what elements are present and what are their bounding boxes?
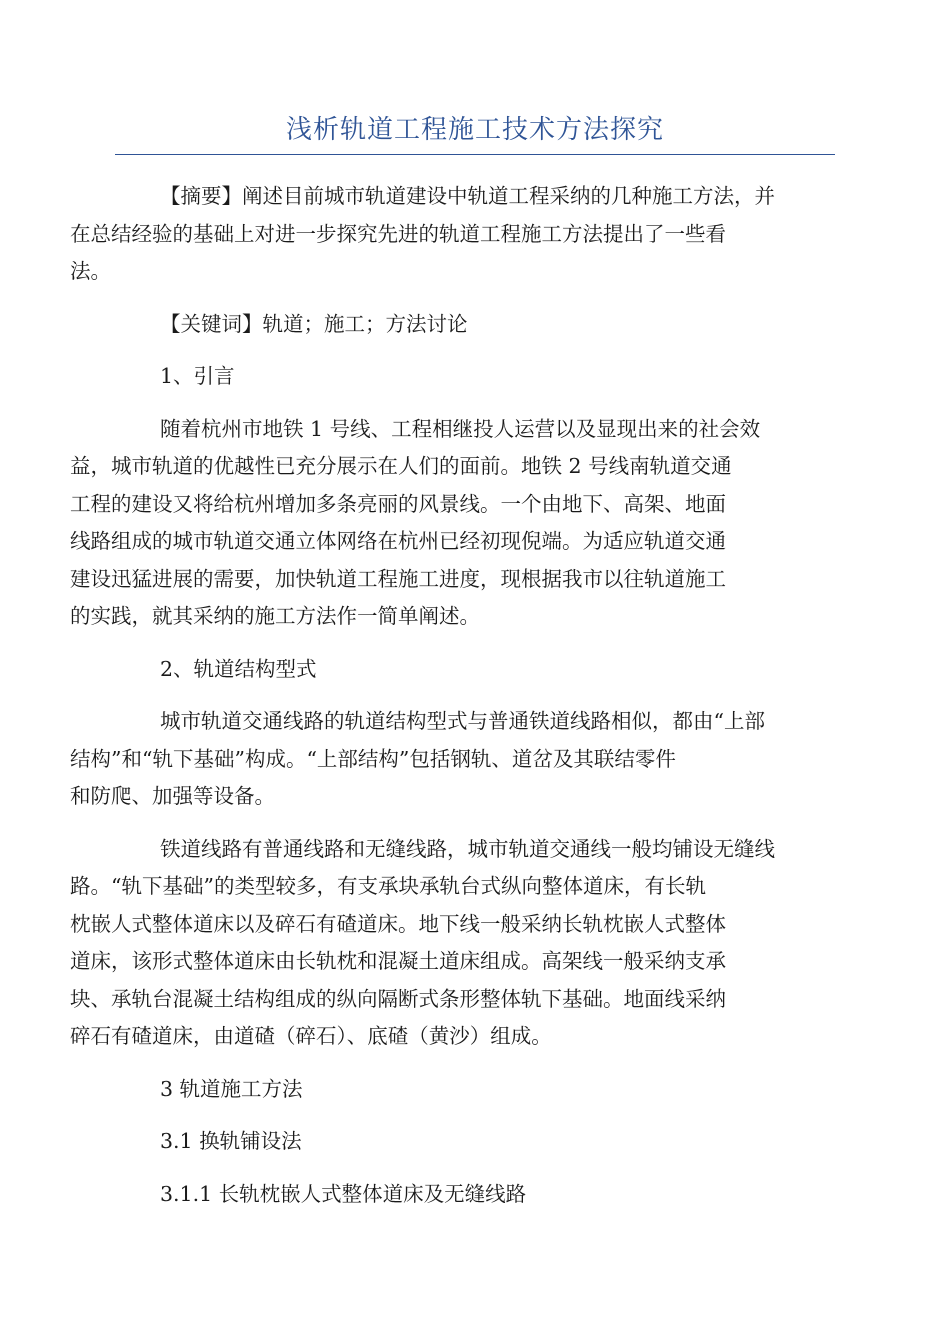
text-line: 的实践，就其采纳的施工方法作一简单阐述。 <box>70 604 480 628</box>
text-line: 铁道线路有普通线路和无缝线路，城市轨道交通线一般均铺设无缝线 <box>160 836 775 861</box>
document-title: 浅析轨道工程施工技术方法探究 <box>285 115 664 145</box>
section-heading-introduction: 1、引言 <box>160 364 235 388</box>
keywords-paragraph <box>115 306 835 344</box>
text-line: 结构”和“轨下基础”构成。“上部结构”包括钢轨、道岔及其联结零件 <box>70 746 676 771</box>
text-line: 【关键词】轨道；施工；方法讨论 <box>160 311 468 336</box>
text-line: 城市轨道交通线路的轨道结构型式与普通铁道线路相似，都由“上部 <box>160 709 765 733</box>
text-line: 在总结经验的基础上对进一步探究先进的轨道工程施工方法提出了一些看 <box>70 221 726 246</box>
text-line: 路。“轨下基础”的类型较多，有支承块承轨台式纵向整体道床，有长轨 <box>70 874 706 898</box>
text-line: 工程的建设又将给杭州增加多条亮丽的风景线。一个由地下、高架、地面 <box>70 491 726 516</box>
text-line: 枕嵌人式整体道床以及碎石有碴道床。地下线一般采纳长轨枕嵌人式整体 <box>70 911 726 936</box>
track-foundation-paragraph <box>70 831 835 1056</box>
section-heading-track-structure: 2、轨道结构型式 <box>160 656 317 681</box>
subsection-heading-long-sleeper: 3.1.1 长轨枕嵌人式整体道床及无缝线路 <box>160 1181 527 1206</box>
text-line: 和防爬、加强等设备。 <box>70 784 275 808</box>
introduction-paragraph <box>70 411 835 636</box>
text-line: 道床，该形式整体道床由长轨枕和混凝土道床组成。高架线一般采纳支承 <box>70 949 726 973</box>
track-structure-paragraph <box>70 703 835 816</box>
text-line: 建设迅猛进展的需要，加快轨道工程施工进度，现根据我市以往轨道施工 <box>70 566 726 591</box>
text-line: 线路组成的城市轨道交通立体网络在杭州已经初现倪端。为适应轨道交通 <box>70 529 726 553</box>
text-line: 碎石有碴道床，由道碴（碎石）、底碴（黄沙）组成。 <box>70 1024 552 1048</box>
document-body <box>70 178 835 1228</box>
text-line: 随着杭州市地铁 1 号线、工程相继投人运营以及显现出来的社会效 <box>160 416 761 441</box>
text-line: 益，城市轨道的优越性已充分展示在人们的面前。地铁 2 号线南轨道交通 <box>70 454 732 478</box>
text-line: 法。 <box>70 259 111 283</box>
section-heading-construction-methods: 3 轨道施工方法 <box>160 1076 303 1101</box>
title-underline <box>115 154 835 155</box>
abstract-paragraph <box>70 178 835 291</box>
subsection-heading-rail-replacement: 3.1 换轨铺设法 <box>160 1129 302 1153</box>
text-line: 块、承轨台混凝土结构组成的纵向隔断式条形整体轨下基础。地面线采纳 <box>70 986 726 1011</box>
text-line: 【摘要】阐述目前城市轨道建设中轨道工程采纳的几种施工方法，并 <box>160 184 775 208</box>
